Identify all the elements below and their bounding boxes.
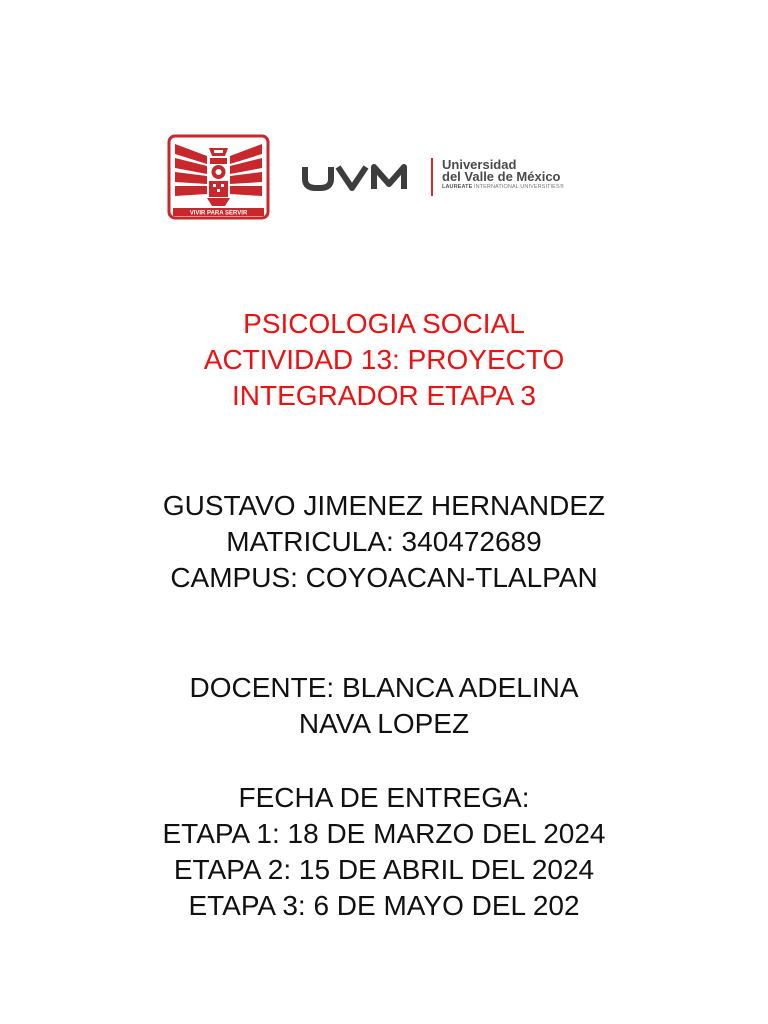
title-line-3: INTEGRADOR ETAPA 3	[232, 380, 536, 411]
uvm-name-line-2: del Valle de México	[442, 169, 561, 184]
teacher-info	[0, 670, 768, 742]
document-title	[0, 306, 768, 414]
date-etapa-1: ETAPA 1: 18 DE MARZO DEL 2024	[162, 818, 606, 849]
student-matricula: MATRICULA: 340472689	[226, 526, 542, 557]
date-etapa-3: ETAPA 3: 6 DE MAYO DEL 202	[188, 890, 580, 921]
title-line-2: ACTIVIDAD 13: PROYECTO	[203, 344, 565, 375]
title-line-1: PSICOLOGIA SOCIAL	[243, 308, 525, 339]
teacher-line-1: DOCENTE: BLANCA ADELINA	[189, 672, 579, 703]
uvm-university-name	[442, 159, 602, 192]
uvm-tagline-bold: LAUREATE	[442, 184, 473, 190]
student-name: GUSTAVO JIMENEZ HERNANDEZ	[162, 490, 606, 521]
date-etapa-2: ETAPA 2: 15 DE ABRIL DEL 2024	[173, 854, 595, 885]
uvm-tagline-rest: INTERNATIONAL UNIVERSITIES®	[473, 184, 564, 190]
uvm-name-line-1: Universidad	[442, 157, 517, 172]
uvm-wordmark-logo	[300, 164, 420, 192]
institution-seal-logo	[167, 134, 270, 220]
student-info	[0, 488, 768, 596]
student-campus: CAMPUS: COYOACAN-TLALPAN	[170, 562, 598, 593]
logo-divider	[431, 158, 433, 196]
header-logos	[0, 134, 768, 224]
delivery-dates	[0, 780, 768, 924]
seal-motto: VIVIR PARA SERVIR	[189, 210, 248, 217]
dates-heading: FECHA DE ENTREGA:	[238, 782, 530, 813]
teacher-line-2: NAVA LOPEZ	[298, 708, 470, 739]
uvm-tagline	[442, 183, 602, 192]
